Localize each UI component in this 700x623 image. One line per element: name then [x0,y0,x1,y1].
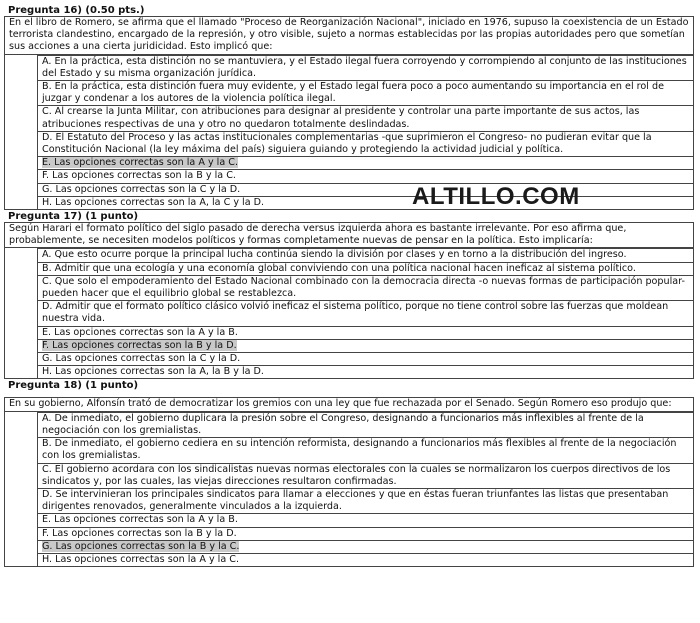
option-g[interactable] [37,352,693,365]
option-text: A. Que esto ocurre porque la principal lucha continúa siendo la división por clases y en torno a la distribución del ingreso. [42,249,627,261]
option-d[interactable] [37,488,693,513]
option-text: F. Las opciones correctas son la B y la C. [42,170,236,182]
options-list [4,55,694,210]
option-text: C. El gobierno acordara con los sindicalistas nuevas normas electorales con la cuales se normalizaron los cuerpos directivos de los sindicatos y, por las cuales, las viejas direcciones resultaron confirmadas. [42,463,671,487]
option-text: B. Admitir que una ecología y una economía global conviviendo con una política nacional hacen ineficaz al sistema político. [42,262,636,274]
option-h[interactable] [37,553,693,566]
option-a[interactable] [37,248,693,261]
question-title: Pregunta 18) (1 punto) [8,380,139,392]
options-list [4,248,694,379]
option-text: B. En la práctica, esta distinción fuera muy evidente, y el Estado legal fuera poco a poco aumentando su importancia en el rol de juzgar y condenar a los autores de la violencia política ilegal. [42,81,664,105]
option-c[interactable] [37,275,693,300]
option-a[interactable] [37,412,693,437]
options-list [4,412,694,567]
option-text: E. Las opciones correctas son la A y la B. [42,514,238,526]
option-c[interactable] [37,105,693,130]
option-text: H. Las opciones correctas son la A y la C. [42,553,240,565]
question-title: Pregunta 17) (1 punto) [8,211,139,223]
question-16 [4,5,694,210]
option-g[interactable] [37,540,693,553]
option-text: F. Las opciones correctas son la B y la D. [42,527,237,539]
option-text: A. De inmediato, el gobierno duplicara la presión sobre el Congreso, designando a funcionarios más inflexibles al frente de la negociación con los gremialistas. [42,412,644,436]
option-text: H. Las opciones correctas son la A, la C y la D. [42,196,265,208]
question-17 [4,211,694,379]
option-text: A. En la práctica, esta distinción no se mantuviera, y el Estado ilegal fuera corroyendo y corrompiendo al conjunto de las instituciones del Estado y su misma organización jurídica. [42,55,687,79]
option-text: E. Las opciones correctas son la A y la B. [42,326,238,338]
option-text: D. Admitir que el formato político clásico volvió ineficaz el sistema político, porque no tiene control sobre las fuerzas que moldean nuestra vida. [42,301,669,325]
option-text: G. Las opciones correctas son la C y la D. [42,183,241,195]
option-f[interactable] [37,169,693,182]
option-e[interactable] [37,513,693,526]
option-text: D. Se intervinieran los principales sindicatos para llamar a elecciones y que en éstas fueran triunfantes las listas que presentaban dirigentes renovados, generalmente vinculados a la izquierda. [42,488,669,513]
option-text: F. Las opciones correctas son la B y la D. [42,339,237,351]
option-b[interactable] [37,437,693,462]
option-text: C. Al crearse la Junta Militar, con atribuciones para designar al presidente y controlar una parte importante de sus actos, las atribuciones respectivas de una y otro no quedaron totalmente deslindadas. [42,106,640,130]
quiz-document [4,4,694,567]
option-h[interactable] [37,196,693,209]
option-a[interactable] [37,55,693,80]
option-g[interactable] [37,183,693,196]
option-text: G. Las opciones correctas son la C y la D. [42,353,241,365]
question-stem: En su gobierno, Alfonsín trató de democratizar los gremios con una ley que fue rechazada por el Senado. Según Romero eso produjo que: [4,397,694,411]
option-f[interactable] [37,339,693,352]
question-title: Pregunta 16) (0.50 pts.) [8,5,145,16]
option-text: H. Las opciones correctas son la A, la B y la D. [42,366,264,378]
option-text: E. Las opciones correctas son la A y la C. [42,157,239,169]
option-h[interactable] [37,365,693,378]
option-b[interactable] [37,80,693,105]
question-stem: Según Harari el formato político del siglo pasado de derecha versus izquierda ahora es bastante irrelevante. Por eso afirma que, probablemente, se necesiten modelos políticos y formas completamente nuevas de pensar en la política. Esto implicaría: [4,222,694,248]
option-text: B. De inmediato, el gobierno cediera en su intención reformista, designando a funcionarios más flexibles al frente de la negociación con los gremialistas. [42,438,677,462]
option-c[interactable] [37,463,693,488]
option-text: D. El Estatuto del Proceso y las actas institucionales complementarias -que suprimieron el Congreso- no pudieran evitar que la Constitución Nacional (la ley máxima del país) siguiera guiando y protegiendo la actividad judicial y política. [42,131,652,156]
option-e[interactable] [37,326,693,339]
option-d[interactable] [37,131,693,156]
question-stem: En el libro de Romero, se afirma que el llamado "Proceso de Reorganización Nacional", iniciado en 1976, supuso la coexistencia de un Estado terrorista clandestino, encargado de la represión, y otro visible, sujeto a normas establecidas por las propias autoridades pero que sometían sus acciones a una cierta juridicidad. Esto implicó que: [4,16,694,55]
watermark: ALTILLO.COM [412,183,580,210]
option-e[interactable] [37,156,693,169]
option-b[interactable] [37,262,693,275]
option-text: G. Las opciones correctas son la B y la C. [42,540,240,552]
option-d[interactable] [37,300,693,325]
option-f[interactable] [37,527,693,540]
option-text: C. Que solo el empoderamiento del Estado Nacional combinado con la democracia directa -o nuevas formas de participación popular- pueden hacer que el equilibrio global se restablezca. [42,275,685,300]
question-18 [4,380,694,567]
